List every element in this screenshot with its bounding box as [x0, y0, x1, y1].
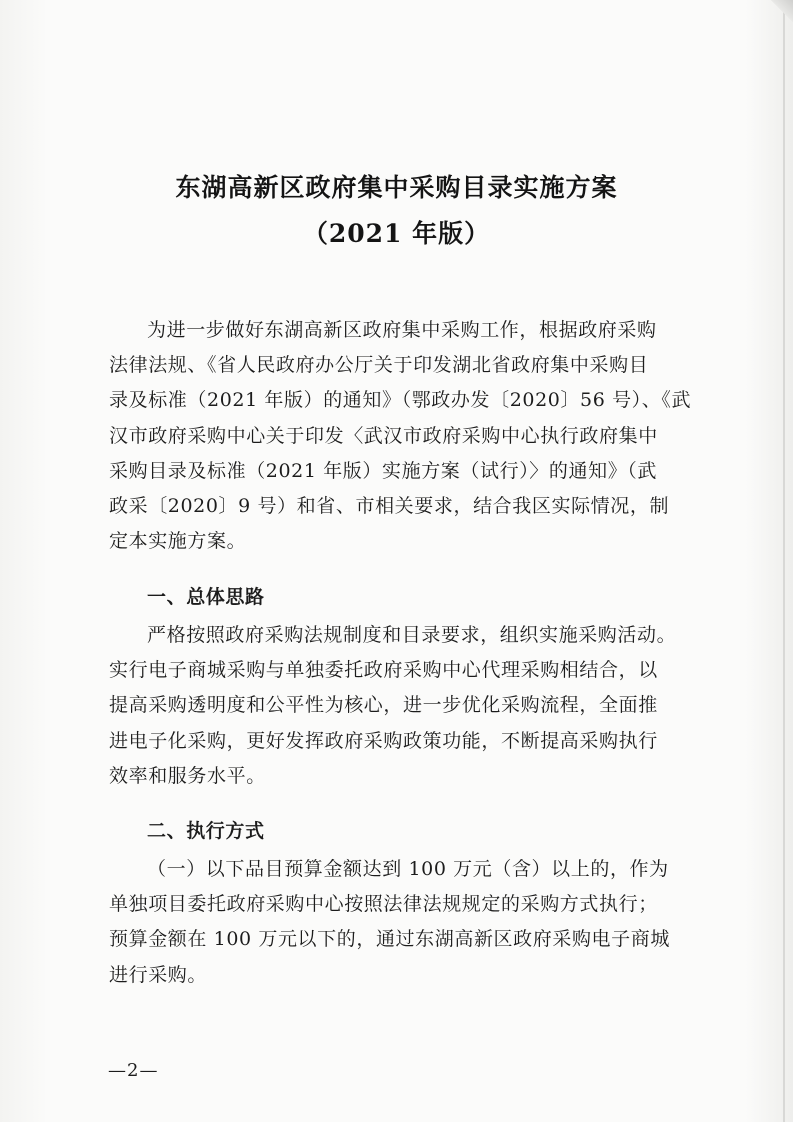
section1-line: 实行电子商城采购与单独委托政府采购中心代理采购相结合，以: [109, 659, 658, 682]
section1-line: 效率和服务水平。: [109, 764, 266, 787]
section2-line: （一）以下品目预算金额达到 100 万元（含）以上的，作为: [147, 858, 669, 880]
document-title: 东湖高新区政府集中采购目录实施方案: [175, 173, 618, 202]
section1-line: 进电子化采购，更好发挥政府采购政策功能，不断提高采购执行: [109, 729, 658, 752]
intro-line: 政采〔2020〕9 号）和省、市相关要求，结合我区实际情况，制: [109, 495, 670, 518]
section2-line: 单独项目委托政府采购中心按照法律法规规定的采购方式执行；: [109, 893, 658, 916]
intro-paragraph: [109, 313, 699, 559]
section2-line: 预算金额在 100 万元以下的，通过东湖高新区政府采购电子商城: [109, 928, 670, 951]
section1-line: 提高采购透明度和公平性为核心，进一步优化采购流程，全面推: [109, 694, 658, 717]
intro-line: 录及标准（2021 年版）的通知》（鄂政办发〔2020〕56 号）、《武: [109, 389, 692, 412]
intro-line: 采购目录及标准（2021 年版）实施方案（试行）〉的通知》（武: [109, 459, 657, 482]
intro-line: 汉市政府采购中心关于印发〈武汉市政府采购中心执行政府集中: [109, 424, 658, 447]
section1-line: 严格按照政府采购法规制度和目录要求，组织实施采购活动。: [147, 624, 677, 646]
intro-line: 法律法规、《省人民政府办公厅关于印发湖北省政府集中采购目: [109, 354, 649, 377]
section2-line: 进行采购。: [109, 963, 208, 986]
section-heading-execution-method: 二、执行方式: [147, 820, 265, 842]
intro-line: 定本实施方案。: [109, 530, 247, 553]
section2-paragraph: [109, 852, 699, 993]
section-heading-overall-approach: 一、总体思路: [147, 586, 265, 608]
document-subtitle: （2021 年版）: [302, 219, 491, 248]
intro-line: 为进一步做好东湖高新区政府集中采购工作，根据政府采购: [147, 319, 657, 341]
page-corner-fold: [771, 0, 793, 22]
section1-paragraph: [109, 618, 699, 794]
page-number: —2—: [108, 1060, 159, 1081]
